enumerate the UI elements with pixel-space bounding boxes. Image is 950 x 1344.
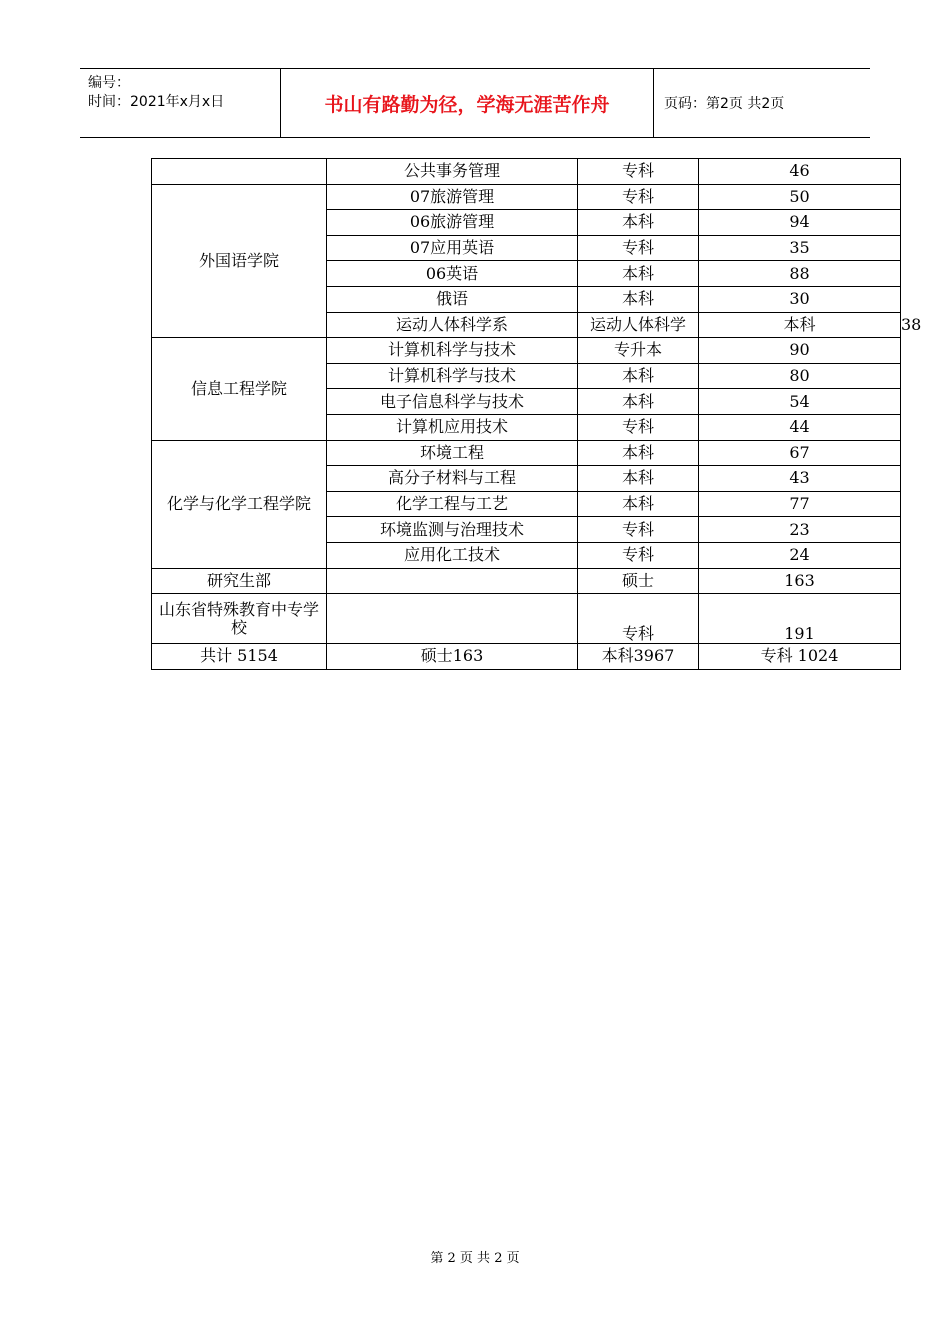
count-cell: 35 bbox=[699, 235, 901, 261]
total-masters-cell: 硕士163 bbox=[327, 644, 578, 670]
page-footer: 第 2 页 共 2 页 bbox=[430, 1251, 520, 1266]
table-row bbox=[152, 594, 901, 644]
count-cell: 163 bbox=[699, 568, 901, 594]
major-cell: 应用化工技术 bbox=[327, 542, 578, 568]
level-cell: 本科 bbox=[578, 210, 699, 236]
level-cell: 本科 bbox=[578, 440, 699, 466]
level-cell: 专科 bbox=[578, 159, 699, 185]
major-cell: 07旅游管理 bbox=[327, 184, 578, 210]
major-cell: 公共事务管理 bbox=[327, 159, 578, 185]
count-cell: 54 bbox=[699, 389, 901, 415]
major-cell: 06英语 bbox=[327, 261, 578, 287]
level-cell: 本科 bbox=[578, 389, 699, 415]
table-row bbox=[152, 184, 901, 210]
college-cell bbox=[152, 159, 327, 185]
table-row bbox=[152, 338, 901, 364]
count-cell: 30 bbox=[699, 286, 901, 312]
number-label: 编号： bbox=[88, 75, 130, 91]
level-cell: 专科 bbox=[578, 594, 699, 644]
count-cell: 191 bbox=[699, 594, 901, 644]
level-cell: 专科 bbox=[578, 414, 699, 440]
table-row bbox=[152, 440, 901, 466]
major-cell: 环境工程 bbox=[327, 440, 578, 466]
level-cell: 本科 bbox=[578, 363, 699, 389]
table-row: 运动人体科学系 运动人体科学 本科 38 bbox=[152, 312, 901, 338]
document-header bbox=[80, 68, 870, 138]
level-cell: 专科 bbox=[578, 542, 699, 568]
time-label: 时间：2021年x月x日 bbox=[88, 94, 225, 110]
major-cell: 环境监测与治理技术 bbox=[327, 517, 578, 543]
college-cell: 化学与化学工程学院 bbox=[152, 440, 327, 568]
count-cell: 88 bbox=[699, 261, 901, 287]
major-cell: 06旅游管理 bbox=[327, 210, 578, 236]
total-cell: 共计 5154 bbox=[152, 644, 327, 670]
level-cell: 本科 bbox=[578, 261, 699, 287]
college-cell: 山东省特殊教育中专学校 bbox=[152, 594, 327, 644]
major-cell: 运动人体科学 bbox=[578, 312, 699, 338]
count-cell: 80 bbox=[699, 363, 901, 389]
enrollment-table bbox=[151, 158, 922, 670]
header-page-info: 页码：第2页 共2页 bbox=[664, 96, 785, 112]
count-cell: 90 bbox=[699, 338, 901, 364]
college-cell: 信息工程学院 bbox=[152, 338, 327, 440]
table-row bbox=[152, 159, 901, 185]
count-cell: 24 bbox=[699, 542, 901, 568]
major-cell: 俄语 bbox=[327, 286, 578, 312]
college-cell: 外国语学院 bbox=[152, 184, 327, 338]
total-bachelor-cell: 本科3967 bbox=[578, 644, 699, 670]
table-row bbox=[152, 568, 901, 594]
major-cell bbox=[327, 568, 578, 594]
major-cell: 计算机应用技术 bbox=[327, 414, 578, 440]
level-cell: 本科 bbox=[578, 286, 699, 312]
level-cell: 专升本 bbox=[578, 338, 699, 364]
major-cell: 电子信息科学与技术 bbox=[327, 389, 578, 415]
count-cell: 44 bbox=[699, 414, 901, 440]
major-cell: 07应用英语 bbox=[327, 235, 578, 261]
level-cell: 专科 bbox=[578, 184, 699, 210]
count-cell: 94 bbox=[699, 210, 901, 236]
total-college-cell: 专科 1024 bbox=[699, 644, 901, 670]
count-cell: 46 bbox=[699, 159, 901, 185]
major-cell: 高分子材料与工程 bbox=[327, 466, 578, 492]
college-cell: 运动人体科学系 bbox=[327, 312, 578, 338]
enrollment-table-body bbox=[152, 159, 922, 670]
level-cell: 专科 bbox=[578, 517, 699, 543]
count-cell: 23 bbox=[699, 517, 901, 543]
header-meta-cell bbox=[80, 69, 281, 137]
count-cell: 77 bbox=[699, 491, 901, 517]
level-cell: 专科 bbox=[578, 235, 699, 261]
major-cell: 化学工程与工艺 bbox=[327, 491, 578, 517]
major-cell bbox=[327, 594, 578, 644]
level-cell: 本科 bbox=[699, 312, 901, 338]
total-row bbox=[152, 644, 901, 670]
major-cell: 计算机科学与技术 bbox=[327, 363, 578, 389]
level-cell: 本科 bbox=[578, 466, 699, 492]
header-motto: 书山有路勤为径，学海无涯苦作舟 bbox=[281, 69, 654, 137]
college-cell: 研究生部 bbox=[152, 568, 327, 594]
level-cell: 本科 bbox=[578, 491, 699, 517]
count-cell: 50 bbox=[699, 184, 901, 210]
level-cell: 硕士 bbox=[578, 568, 699, 594]
count-cell: 67 bbox=[699, 440, 901, 466]
major-cell: 计算机科学与技术 bbox=[327, 338, 578, 364]
count-cell: 43 bbox=[699, 466, 901, 492]
